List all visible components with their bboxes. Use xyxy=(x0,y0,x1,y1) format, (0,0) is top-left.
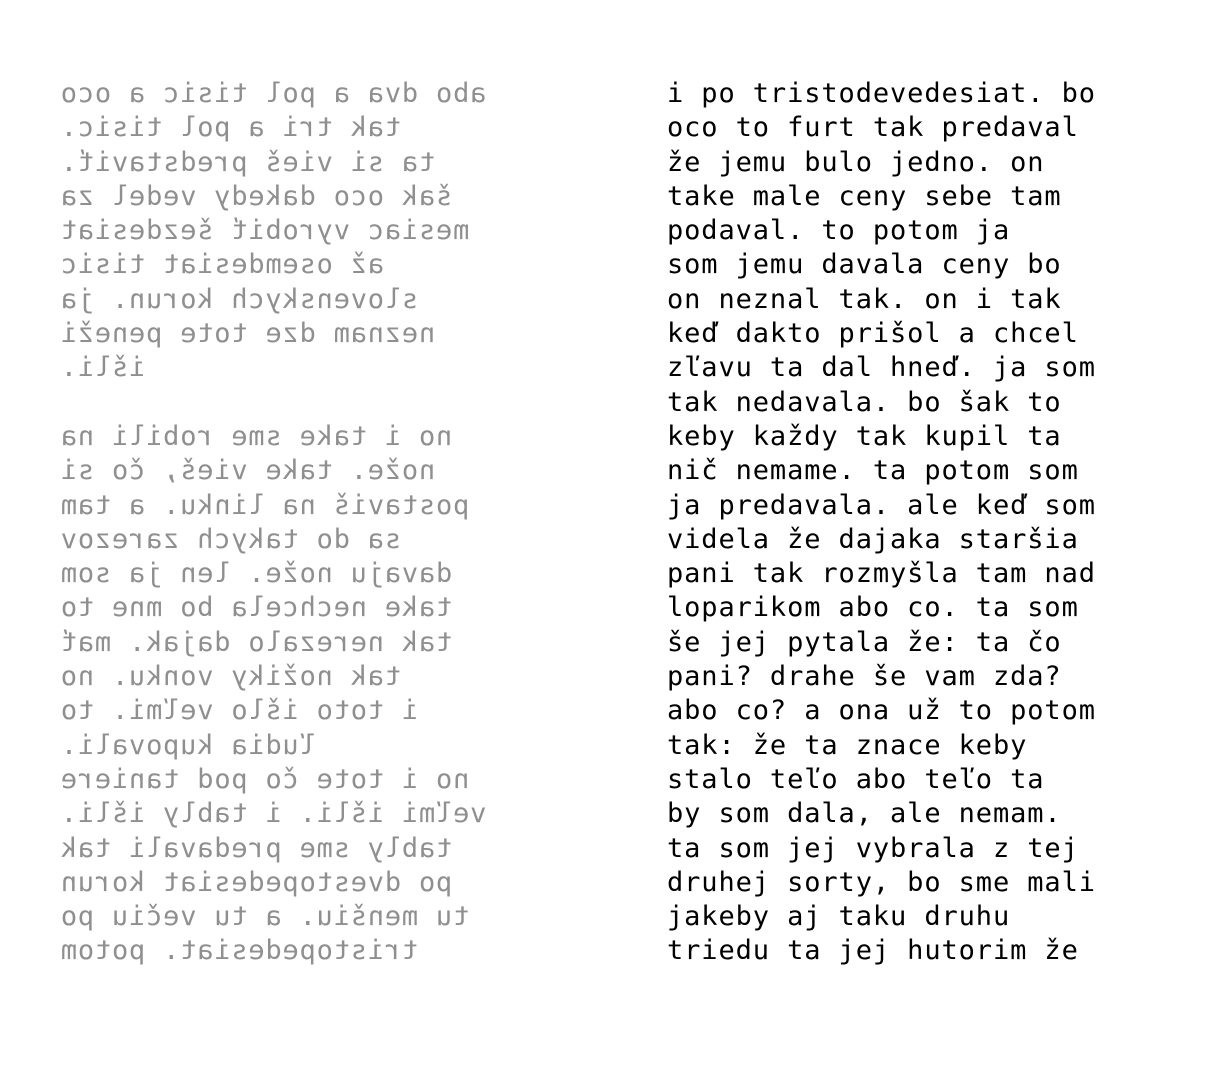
mirrored-text-line: tably sme predavali tak xyxy=(60,832,453,864)
mirrored-text-line: šak oco dakedy vedel za xyxy=(60,180,453,212)
mirrored-text-line: abo dva a pol tisic a oco xyxy=(60,78,487,109)
mirrored-text-line: neznam dze tote peneži xyxy=(60,318,436,350)
mirrored-text-line: tristopedesiat. potom xyxy=(60,935,419,967)
text-line: videla že dajaka staršia xyxy=(667,523,1079,555)
text-line: take male ceny sebe tam xyxy=(667,180,1062,212)
mirrored-text-line xyxy=(60,386,565,420)
mirrored-text-line: ľudia kupovali. xyxy=(60,729,316,761)
text-line: pani? drahe še vam zda? xyxy=(667,661,1062,693)
mirrored-text-line: išli. xyxy=(60,352,146,384)
text-line: keď dakto prišol a chcel xyxy=(667,318,1079,350)
text-line: som jemu davala ceny bo xyxy=(667,249,1062,281)
text-line: pani tak rozmyšla tam nad xyxy=(667,558,1096,590)
text-line: že jemu bulo jedno. on xyxy=(667,146,1045,178)
mirrored-text-line: ta si vieš predstaviť. xyxy=(60,146,436,178)
text-line: stalo teľo abo teľo ta xyxy=(667,763,1045,795)
text-line: jakeby aj taku druhu xyxy=(667,901,1011,933)
mirrored-text-line: veľmi išli. i tably išli. xyxy=(60,798,487,830)
mirrored-text-line: tu menšiu. a tu večiu po xyxy=(60,901,470,933)
mirrored-text-line: až osemdesiat tisic xyxy=(60,249,385,281)
text-column xyxy=(667,77,1207,969)
text-line: druhej sorty, bo sme mali xyxy=(667,866,1096,898)
text-line: zľavu ta dal hneď. ja som xyxy=(667,352,1096,384)
text-line: loparikom abo co. ta som xyxy=(667,592,1079,624)
text-line: ja predavala. ale keď som xyxy=(667,489,1096,521)
mirrored-text-line: tak nožiky vonku. no xyxy=(60,661,402,693)
text-line: nič nemame. ta potom som xyxy=(667,455,1079,487)
mirrored-text-line: sa do takych zarezov xyxy=(60,523,402,555)
text-line: abo co? a ona už to potom xyxy=(667,695,1096,727)
mirrored-text-line: no i take sme robili na xyxy=(60,420,453,452)
text-line: by som dala, ale nemam. xyxy=(667,798,1062,830)
mirrored-text-line: nože. take vieš, čo si xyxy=(60,455,436,487)
mirrored-text-line: no i tote čo pod taniere xyxy=(60,763,470,795)
text-line: ta som jej vybrala z tej xyxy=(667,832,1079,864)
text-line: triedu ta jej hutorim že xyxy=(667,935,1079,967)
mirrored-text-line: tak nerezalo dajak. mať xyxy=(60,626,453,658)
text-line: keby každy tak kupil ta xyxy=(667,420,1062,452)
mirrored-text-line: po dvestopedesiat korun xyxy=(60,866,453,898)
mirrored-text-line: take nechcela bo mne to xyxy=(60,592,453,624)
mirrored-text-line: i toto išlo veľmi. to xyxy=(60,695,419,727)
text-line: oco to furt tak predaval xyxy=(667,112,1079,144)
text-line: i po tristodevedesiat. bo xyxy=(667,78,1096,109)
mirrored-text-line: slovenskych korun. ja xyxy=(60,283,419,315)
text-line: tak: že ta znace keby xyxy=(667,729,1028,761)
text-line: podaval. to potom ja xyxy=(667,215,1011,247)
mirrored-text-line: mesiac vyrobiť šezdesiat xyxy=(60,215,470,247)
mirrored-text-column xyxy=(60,77,565,969)
mirrored-text-line: davaju nože. len ja som xyxy=(60,558,453,590)
text-line: tak nedavala. bo šak to xyxy=(667,386,1062,418)
mirrored-text-line: postaviš na linku. a tam xyxy=(60,489,470,521)
text-line: on neznal tak. on i tak xyxy=(667,283,1062,315)
text-line: še jej pytala že: ta čo xyxy=(667,626,1062,658)
mirrored-text-line: tak tri a pol tisic. xyxy=(60,112,402,144)
